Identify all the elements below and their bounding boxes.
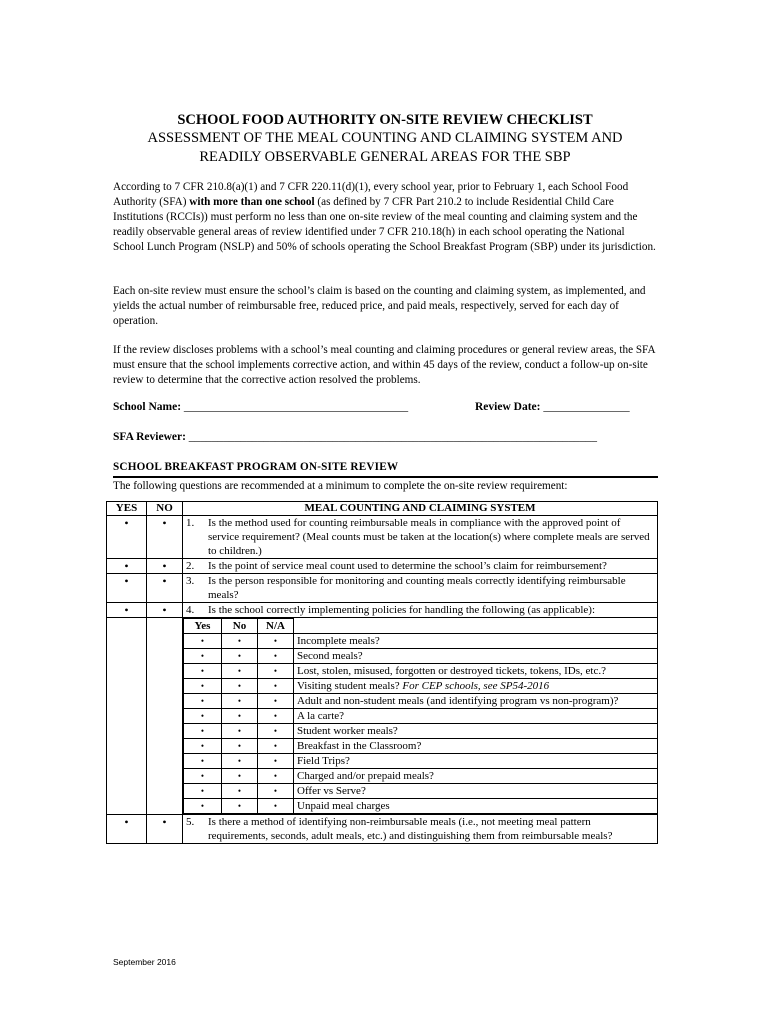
sub-na-checkbox[interactable]: • bbox=[258, 724, 294, 739]
yes-checkbox[interactable]: • bbox=[107, 815, 147, 844]
sub-item-text: Second meals? bbox=[297, 650, 363, 662]
sub-item-row bbox=[184, 649, 658, 664]
sub-yes-checkbox[interactable]: • bbox=[184, 739, 222, 754]
sub-item-row bbox=[184, 724, 658, 739]
checklist-header-row bbox=[107, 502, 658, 516]
column-header-no: NO bbox=[147, 502, 183, 516]
sub-item-label bbox=[294, 784, 658, 799]
sub-item-row bbox=[184, 799, 658, 814]
sub-item-row bbox=[184, 739, 658, 754]
sub-no-checkbox[interactable]: • bbox=[222, 664, 258, 679]
question bbox=[183, 574, 657, 602]
school-name-row bbox=[113, 401, 658, 413]
question-number: 3. bbox=[186, 575, 195, 587]
sub-item-label bbox=[294, 664, 658, 679]
sub-item-label bbox=[294, 739, 658, 754]
sub-item-text: A la carte? bbox=[297, 710, 345, 722]
intro-p1-text-b: (as defined by 7 CFR Part 210.2 to include Residential Child Care Institutions (RCCIs)) must perform no less than one on-site review of the meal counting and claiming system and the readily observable general areas of review identified under 7 CFR 210.18(h) in each school operating the National School Lunch Program (NSLP) and 50% of schools operating the School Breakfast Program (SBP) under its jurisdiction. bbox=[113, 196, 656, 253]
sub-no-checkbox[interactable]: • bbox=[222, 799, 258, 814]
question bbox=[183, 559, 657, 573]
sub-na-checkbox[interactable]: • bbox=[258, 649, 294, 664]
question-number: 4. bbox=[186, 604, 195, 616]
intro-paragraph-2: Each on-site review must ensure the school’s claim is based on the counting and claiming system, as implemented, and yields the actual number of reimbursable free, reduced price, and paid meals, respectively, served for each day of operation. bbox=[113, 285, 646, 327]
sub-item-row bbox=[184, 634, 658, 649]
sub-item-row bbox=[184, 679, 658, 694]
sub-na-checkbox[interactable]: • bbox=[258, 694, 294, 709]
title-line-2: ASSESSMENT OF THE MEAL COUNTING AND CLAIMING SYSTEM AND bbox=[147, 130, 623, 146]
sub-item-label bbox=[294, 799, 658, 814]
question-number: 5. bbox=[186, 816, 195, 828]
question bbox=[183, 516, 657, 558]
question-cell bbox=[183, 516, 658, 559]
yes-checkbox[interactable]: • bbox=[107, 603, 147, 618]
question-cell bbox=[183, 815, 658, 844]
sub-item-row bbox=[184, 664, 658, 679]
question-row bbox=[107, 815, 658, 844]
sub-no-checkbox[interactable]: • bbox=[222, 784, 258, 799]
sfa-reviewer-label: SFA Reviewer: bbox=[113, 431, 186, 443]
sub-no-checkbox[interactable]: • bbox=[222, 649, 258, 664]
question-text: Is the method used for counting reimbursable meals in compliance with the approved point of service requirement? (Meal counts must be taken at the location(s) where complete meals are served to children.) bbox=[208, 517, 650, 557]
sub-yes-checkbox[interactable]: • bbox=[184, 649, 222, 664]
question-text: Is there a method of identifying non-reimbursable meals (i.e., not meeting meal pattern requirements, seconds, adult meals, etc.) and distinguishing them from reimbursable meals? bbox=[208, 816, 613, 842]
section-heading: SCHOOL BREAKFAST PROGRAM ON-SITE REVIEW bbox=[113, 461, 399, 473]
sub-item-text: Offer vs Serve? bbox=[297, 785, 366, 797]
sfa-reviewer-field[interactable]: _______________________________________________________________________ bbox=[188, 431, 598, 443]
intro-p1-text-a: According to 7 CFR 210.8(a)(1) and 7 CFR 220.11(d)(1), every school year, prior to February 1, each School Food Authority (SFA) bbox=[113, 181, 629, 208]
sub-no-checkbox[interactable]: • bbox=[222, 754, 258, 769]
question-number: 2. bbox=[186, 560, 195, 572]
no-checkbox[interactable]: • bbox=[147, 559, 183, 574]
sub-na-checkbox[interactable]: • bbox=[258, 664, 294, 679]
sub-item-text: Field Trips? bbox=[297, 755, 350, 767]
yes-checkbox[interactable]: • bbox=[107, 574, 147, 603]
review-date-label: Review Date: bbox=[475, 401, 541, 413]
footer-date: September 2016 bbox=[113, 957, 176, 967]
sub-header-row bbox=[184, 619, 658, 634]
sub-na-checkbox[interactable]: • bbox=[258, 634, 294, 649]
question-row bbox=[107, 559, 658, 574]
sub-item-label bbox=[294, 769, 658, 784]
sub-no-checkbox[interactable]: • bbox=[222, 634, 258, 649]
sub-checklist-table bbox=[183, 618, 657, 814]
question bbox=[183, 815, 657, 843]
sub-header-no: No bbox=[222, 619, 258, 634]
sub-item-label bbox=[294, 754, 658, 769]
sub-item-text: Breakfast in the Classroom? bbox=[297, 740, 422, 752]
intro-paragraph-1 bbox=[113, 180, 658, 255]
title-line-1: SCHOOL FOOD AUTHORITY ON-SITE REVIEW CHECKLIST bbox=[177, 112, 593, 128]
sub-item-row bbox=[184, 784, 658, 799]
sub-yes-checkbox[interactable]: • bbox=[184, 769, 222, 784]
sub-checklist-row bbox=[107, 618, 658, 815]
sub-item-row bbox=[184, 754, 658, 769]
sub-yes-checkbox[interactable]: • bbox=[184, 679, 222, 694]
sub-na-checkbox[interactable]: • bbox=[258, 679, 294, 694]
question-row bbox=[107, 574, 658, 603]
no-checkbox[interactable]: • bbox=[147, 815, 183, 844]
sub-na-checkbox[interactable]: • bbox=[258, 754, 294, 769]
sub-no-checkbox[interactable]: • bbox=[222, 769, 258, 784]
sub-header-na: N/A bbox=[258, 619, 294, 634]
sub-item-text: Visiting student meals? bbox=[297, 680, 403, 692]
sub-checklist-cell bbox=[183, 618, 658, 815]
question-text: Is the person responsible for monitoring and counting meals correctly identifying reimbursable meals? bbox=[208, 575, 626, 601]
sub-item-text: Lost, stolen, misused, forgotten or destroyed tickets, tokens, IDs, etc.? bbox=[297, 665, 606, 677]
sub-no-checkbox[interactable]: • bbox=[222, 694, 258, 709]
question-number: 1. bbox=[186, 517, 195, 529]
sub-yes-checkbox[interactable]: • bbox=[184, 784, 222, 799]
sub-item-row bbox=[184, 694, 658, 709]
sub-item-text: Charged and/or prepaid meals? bbox=[297, 770, 434, 782]
school-name-field[interactable]: _______________________________________ bbox=[183, 401, 409, 413]
review-date-field[interactable]: _______________ bbox=[543, 401, 630, 413]
sub-no-checkbox[interactable]: • bbox=[222, 724, 258, 739]
question-cell bbox=[183, 603, 658, 618]
checklist-table bbox=[106, 501, 658, 844]
question-text: Is the school correctly implementing policies for handling the following (as applicable): bbox=[208, 604, 596, 616]
sfa-reviewer-row bbox=[113, 431, 658, 443]
sub-yes-checkbox[interactable]: • bbox=[184, 754, 222, 769]
sub-item-row bbox=[184, 709, 658, 724]
sub-no-checkbox[interactable]: • bbox=[222, 679, 258, 694]
sub-item-label bbox=[294, 724, 658, 739]
sub-item-note: For CEP schools, see SP54-2016 bbox=[402, 680, 550, 692]
sub-item-text: Incomplete meals? bbox=[297, 635, 380, 647]
sub-na-checkbox[interactable]: • bbox=[258, 799, 294, 814]
question-cell bbox=[183, 559, 658, 574]
empty-yes-cell bbox=[107, 618, 147, 815]
sub-item-text: Student worker meals? bbox=[297, 725, 398, 737]
sub-item-label bbox=[294, 634, 658, 649]
sub-item-label bbox=[294, 649, 658, 664]
school-name-label: School Name: bbox=[113, 401, 182, 413]
sub-header-blank bbox=[294, 619, 658, 634]
yes-checkbox[interactable]: • bbox=[107, 559, 147, 574]
sub-item-row bbox=[184, 769, 658, 784]
column-header-yes: YES bbox=[107, 502, 147, 516]
sub-no-checkbox[interactable]: • bbox=[222, 709, 258, 724]
question-row bbox=[107, 603, 658, 618]
sub-item-text: Adult and non-student meals (and identifying program vs non-program)? bbox=[297, 695, 619, 707]
document-title bbox=[0, 111, 770, 167]
section-divider bbox=[113, 476, 658, 478]
question-cell bbox=[183, 574, 658, 603]
sub-item-label bbox=[294, 694, 658, 709]
sub-no-checkbox[interactable]: • bbox=[222, 739, 258, 754]
sub-yes-checkbox[interactable]: • bbox=[184, 709, 222, 724]
sub-yes-checkbox[interactable]: • bbox=[184, 634, 222, 649]
sub-item-label bbox=[294, 679, 658, 694]
question-text: Is the point of service meal count used to determine the school’s claim for reimbursement? bbox=[208, 560, 607, 572]
sub-na-checkbox[interactable]: • bbox=[258, 769, 294, 784]
question-row bbox=[107, 516, 658, 559]
sub-na-checkbox[interactable]: • bbox=[258, 784, 294, 799]
empty-no-cell bbox=[147, 618, 183, 815]
column-header-title: MEAL COUNTING AND CLAIMING SYSTEM bbox=[183, 502, 658, 516]
sub-yes-checkbox[interactable]: • bbox=[184, 799, 222, 814]
no-checkbox[interactable]: • bbox=[147, 603, 183, 618]
sub-header-yes: Yes bbox=[184, 619, 222, 634]
sub-na-checkbox[interactable]: • bbox=[258, 709, 294, 724]
sub-na-checkbox[interactable]: • bbox=[258, 739, 294, 754]
section-subheading: The following questions are recommended at a minimum to complete the on-site review requirement: bbox=[113, 480, 568, 492]
yes-checkbox[interactable]: • bbox=[107, 516, 147, 559]
intro-paragraph-3: If the review discloses problems with a school’s meal counting and claiming procedures or general review areas, the SFA must ensure that the school implements corrective action, and within 45 days of the review, conduct a follow-up on-site review to determine that the corrective action resolved the problems. bbox=[113, 344, 655, 386]
intro-p1-bold: with more than one school bbox=[189, 196, 315, 208]
sub-item-text: Unpaid meal charges bbox=[297, 800, 390, 812]
sub-yes-checkbox[interactable]: • bbox=[184, 694, 222, 709]
sub-yes-checkbox[interactable]: • bbox=[184, 724, 222, 739]
sub-yes-checkbox[interactable]: • bbox=[184, 664, 222, 679]
no-checkbox[interactable]: • bbox=[147, 516, 183, 559]
title-line-3: READILY OBSERVABLE GENERAL AREAS FOR THE SBP bbox=[199, 149, 571, 165]
no-checkbox[interactable]: • bbox=[147, 574, 183, 603]
question bbox=[183, 603, 657, 617]
sub-item-label bbox=[294, 709, 658, 724]
